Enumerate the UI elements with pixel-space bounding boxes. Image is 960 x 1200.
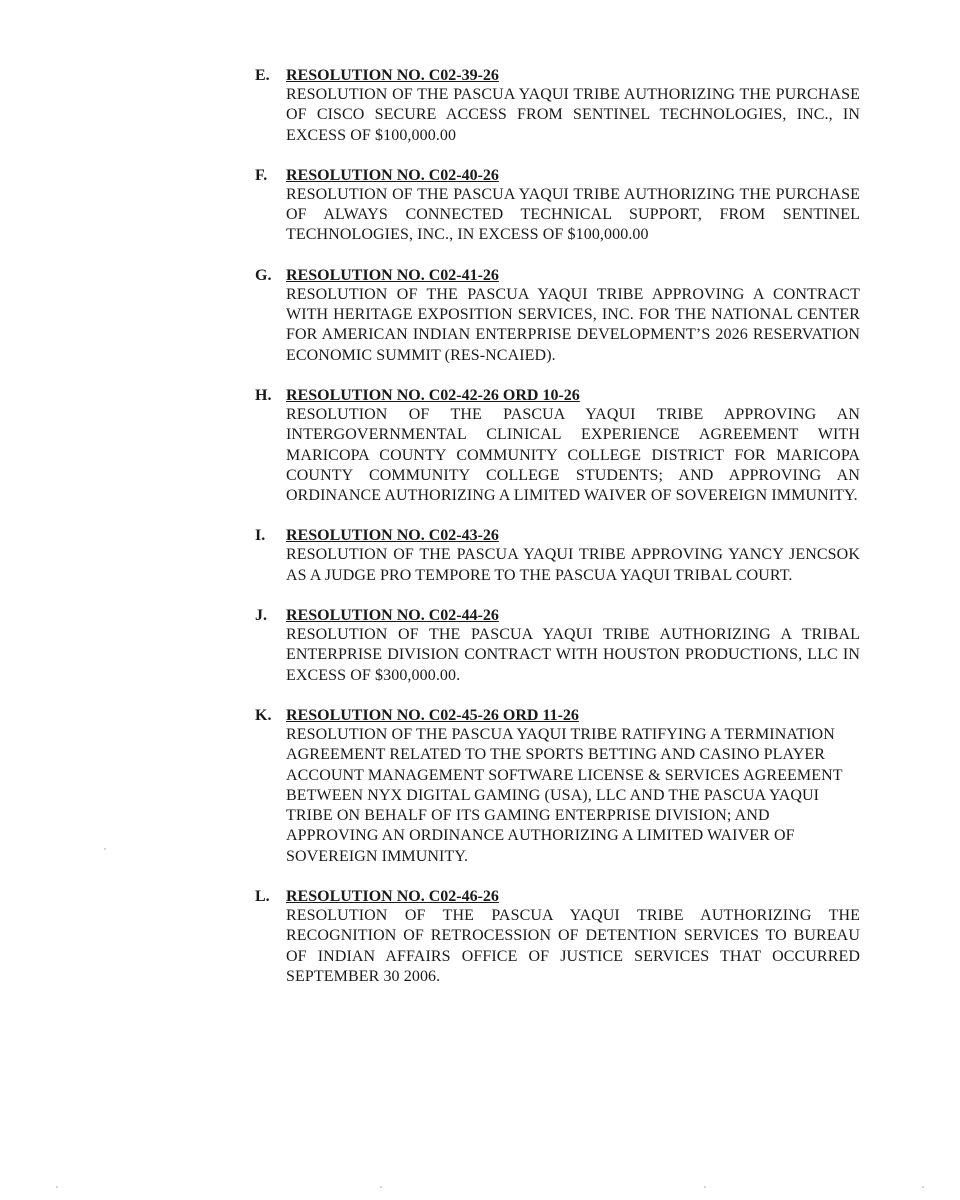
scan-speck [56, 1186, 58, 1188]
resolution-item-e [250, 66, 860, 146]
resolution-item-f [250, 166, 860, 246]
item-letter: I. [255, 527, 266, 545]
resolution-item-g [250, 266, 860, 366]
resolution-text: RESOLUTION OF THE PASCUA YAQUI TRIBE APPROVING YANCY JENCSOK AS A JUDGE PRO TEMPORE TO THE PASCUA YAQUI TRIBAL COURT. [286, 546, 860, 584]
scan-speck [380, 1186, 382, 1188]
resolution-text: RESOLUTION OF THE PASCUA YAQUI TRIBE AUTHORIZING THE PURCHASE OF CISCO SECURE ACCESS FROM SENTINEL TECHNOLOGIES, INC., IN EXCESS OF $100,000.00 [286, 86, 860, 144]
resolution-item-j [250, 606, 860, 686]
resolution-item-i [250, 526, 860, 586]
scan-speck [704, 1186, 706, 1188]
resolution-number: RESOLUTION NO. C02-41-26 [286, 266, 499, 284]
resolution-number: RESOLUTION NO. C02-44-26 [286, 607, 499, 625]
scan-speck [922, 1186, 924, 1188]
resolution-number: RESOLUTION NO. C02-39-26 [286, 67, 499, 84]
item-letter: E. [255, 67, 270, 84]
resolution-text: RESOLUTION OF THE PASCUA YAQUI TRIBE AUTHORIZING THE PURCHASE OF ALWAYS CONNECTED TECHNICAL SUPPORT, FROM SENTINEL TECHNOLOGIES, INC., IN EXCESS OF $100,000.00 [286, 185, 860, 244]
resolution-number: RESOLUTION NO. C02-43-26 [286, 527, 499, 545]
resolution-number: RESOLUTION NO. C02-40-26 [286, 166, 499, 184]
resolution-text: RESOLUTION OF THE PASCUA YAQUI TRIBE AUTHORIZING A TRIBAL ENTERPRISE DIVISION CONTRACT WITH HOUSTON PRODUCTIONS, LLC IN EXCESS OF $300,000.00. [286, 626, 860, 684]
resolution-item-k [250, 706, 860, 867]
item-letter: K. [255, 706, 272, 724]
item-letter: G. [255, 266, 272, 284]
resolution-number: RESOLUTION NO. C02-46-26 [286, 888, 499, 906]
resolution-number: RESOLUTION NO. C02-45-26 ORD 11-26 [286, 706, 579, 724]
item-letter: H. [255, 386, 272, 404]
item-letter: F. [255, 166, 268, 184]
resolution-number: RESOLUTION NO. C02-42-26 ORD 10-26 [286, 386, 580, 404]
resolution-text: RESOLUTION OF THE PASCUA YAQUI TRIBE APPROVING AN INTERGOVERNMENTAL CLINICAL EXPERIENCE AGREEMENT WITH MARICOPA COUNTY COMMUNITY COLLEGE DISTRICT FOR MARICOPA COUNTY COMMUNITY COLLEGE STUDENTS; AND APPROVING AN ORDINANCE AUTHORIZING A LIMITED WAIVER OF SOVEREIGN IMMUNITY. [286, 405, 860, 505]
resolution-text: RESOLUTION OF THE PASCUA YAQUI TRIBE RATIFYING A TERMINATION AGREEMENT RELATED TO THE SPORTS BETTING AND CASINO PLAYER ACCOUNT MANAGEMENT SOFTWARE LICENSE & SERVICES AGREEMENT BETWEEN NYX DIGITAL GAMING (USA), LLC AND THE PASCUA YAQUI TRIBE ON BEHALF OF ITS GAMING ENTERPRISE DIVISION; AND APPROVING AN ORDINANCE AUTHORIZING A LIMITED WAIVER OF SOVEREIGN IMMUNITY. [286, 725, 843, 865]
resolution-text: RESOLUTION OF THE PASCUA YAQUI TRIBE APPROVING A CONTRACT WITH HERITAGE EXPOSITION SERVICES, INC. FOR THE NATIONAL CENTER FOR AMERICAN INDIAN ENTERPRISE DEVELOPMENT’S 2026 RESERVATION ECONOMIC SUMMIT (RES-NCAIED). [286, 285, 860, 364]
resolution-text: RESOLUTION OF THE PASCUA YAQUI TRIBE AUTHORIZING THE RECOGNITION OF RETROCESSION OF DETENTION SERVICES TO BUREAU OF INDIAN AFFAIRS OFFICE OF JUSTICE SERVICES THAT OCCURRED SEPTEMBER 30 2006. [286, 907, 860, 985]
item-letter: J. [255, 607, 267, 625]
item-letter: L. [255, 888, 270, 906]
resolution-list [250, 66, 860, 1007]
resolution-item-h [250, 386, 860, 506]
scan-speck [104, 848, 106, 850]
resolution-item-l [250, 887, 860, 987]
